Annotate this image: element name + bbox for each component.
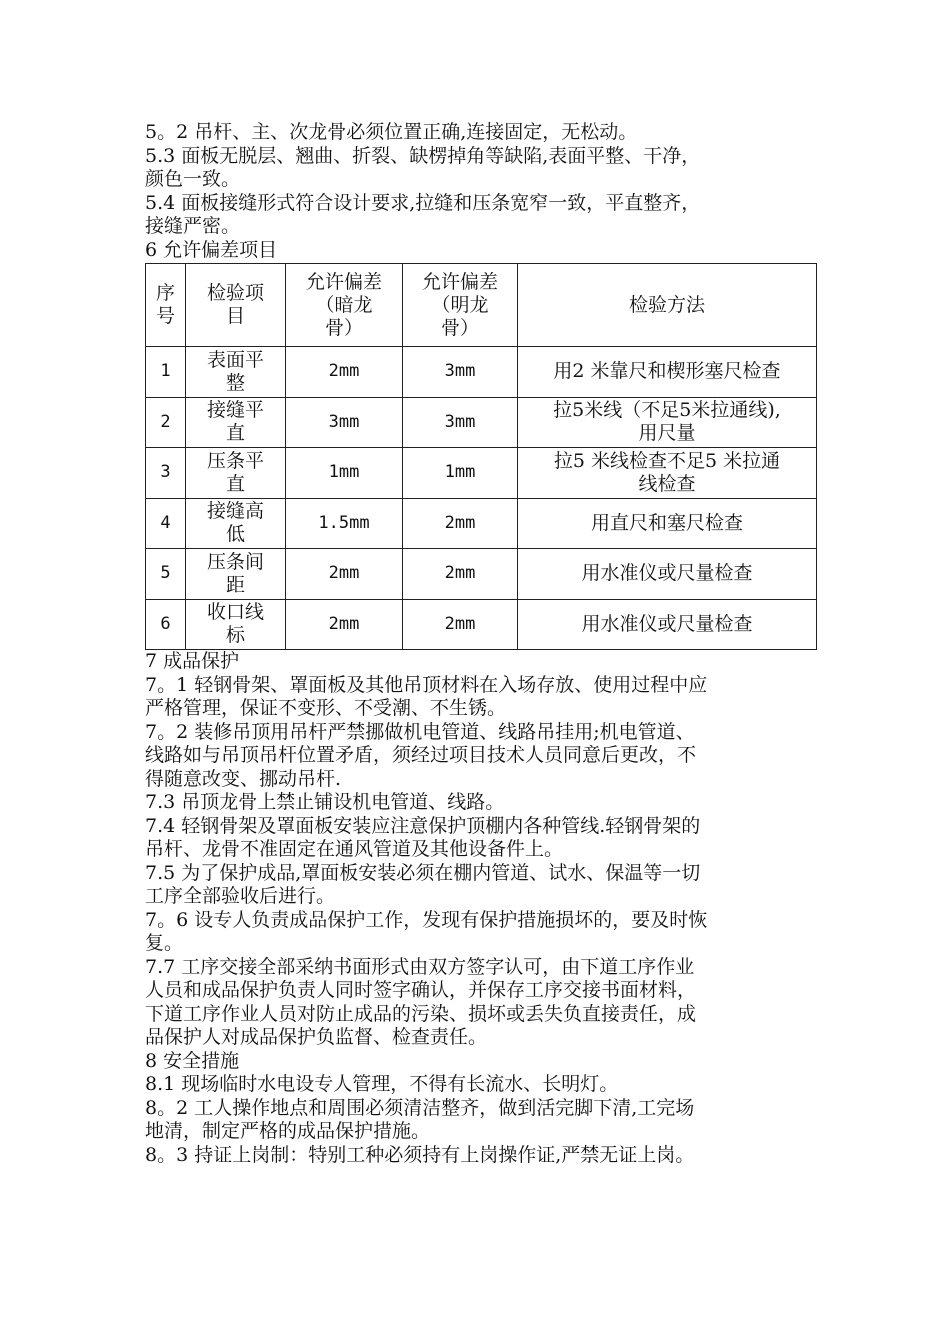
table-row	[146, 498, 817, 549]
cell-method: 拉5米线（不足5米拉通线), 用尺量	[518, 397, 817, 448]
paragraph-line: 7.7 工序交接全部采纳书面形式由双方签字认可，由下道工序作业	[145, 955, 695, 978]
cell-seq: 3	[146, 448, 186, 499]
cell-item: 压条间 距	[186, 549, 286, 600]
section-6-heading: 6 允许偏差项目	[145, 238, 278, 261]
paragraph-line: 人员和成品保护负责人同时签字确认，并保存工序交接书面材料，	[145, 979, 697, 1001]
table-row	[146, 397, 817, 448]
paragraph-line: 8。3 持证上岗制：特别工种必须持有上岗操作证,严禁无证上岗。	[145, 1143, 695, 1166]
paragraph-line: 7。2 装修吊顶用吊杆严禁挪做机电管道、线路吊挂用;机电管道、	[145, 720, 695, 743]
paragraph-5-4: 5.4 面板接缝形式符合设计要求,拉缝和压条宽窄一致，平直整齐，	[145, 191, 701, 214]
deviation-table	[145, 263, 817, 650]
paragraph-line: 线路如与吊顶吊杆位置矛盾，须经过项目技术人员同意后更改，不	[145, 744, 697, 766]
cell-open: 2mm	[403, 599, 518, 650]
header-method: 检验方法	[518, 264, 817, 347]
table-header-row	[146, 264, 817, 347]
paragraph-line: 严格管理，保证不变形、不受潮、不生锈。	[145, 697, 507, 719]
cell-dark: 1.5mm	[286, 498, 403, 549]
cell-item: 接缝高 低	[186, 498, 286, 549]
cell-open: 3mm	[403, 347, 518, 398]
paragraph-line: 8.1 现场临时水电设专人管理，不得有长流水、长明灯。	[145, 1073, 619, 1095]
table-row	[146, 347, 817, 398]
paragraph-line: 地清，制定严格的成品保护措施。	[145, 1120, 431, 1142]
paragraph-line: 复。	[145, 932, 184, 954]
table-row	[146, 448, 817, 499]
cell-open: 3mm	[403, 397, 518, 448]
cell-method: 用2 米靠尺和楔形塞尺检查	[518, 347, 817, 398]
table-row	[146, 599, 817, 650]
paragraph-line: 工序全部验收后进行。	[145, 885, 336, 907]
paragraph-line: 8。2 工人操作地点和周围必须清洁整齐，做到活完脚下清,工完场	[145, 1096, 695, 1119]
paragraph-line: 下道工序作业人员对防止成品的污染、损坏或丢失负直接责任，成	[145, 1002, 697, 1025]
cell-open: 2mm	[403, 549, 518, 600]
header-seq: 序 号	[146, 264, 186, 347]
paragraph-line: 7.3 吊顶龙骨上禁止铺设机电管道、线路。	[145, 791, 505, 813]
paragraph-line: 品保护人对成品保护负监督、检查责任。	[145, 1026, 488, 1048]
header-item: 检验项 目	[186, 264, 286, 347]
cell-item: 表面平 整	[186, 347, 286, 398]
cell-open: 1mm	[403, 448, 518, 499]
cell-method: 用水准仪或尺量检查	[518, 599, 817, 650]
cell-item: 接缝平 直	[186, 397, 286, 448]
paragraph-5-3: 5.3 面板无脱层、翘曲、折裂、缺楞掉角等缺陷,表面平整、干净，	[145, 144, 701, 167]
header-dark-keel: 允许偏差 （暗龙 骨）	[286, 264, 403, 347]
document-page	[145, 121, 820, 1167]
cell-method: 拉5 米线检查不足5 米拉通 线检查	[518, 448, 817, 499]
cell-item: 收口线 标	[186, 599, 286, 650]
section-8-heading: 8 安全措施	[145, 1049, 240, 1072]
cell-seq: 5	[146, 549, 186, 600]
paragraph-line: 7。6 设专人负责成品保护工作，发现有保护措施损坏的，要及时恢	[145, 908, 708, 931]
paragraph-line: 得随意改变、挪动吊杆.	[145, 767, 342, 790]
paragraph-5-2: 5。2 吊杆、主、次龙骨必须位置正确,连接固定，无松动。	[145, 121, 638, 143]
cell-item: 压条平 直	[186, 448, 286, 499]
cell-seq: 6	[146, 599, 186, 650]
cell-seq: 2	[146, 397, 186, 448]
paragraph-5-4-cont: 接缝严密。	[145, 215, 241, 237]
cell-method: 用水准仪或尺量检查	[518, 549, 817, 600]
table-row	[146, 549, 817, 600]
cell-method: 用直尺和塞尺检查	[518, 498, 817, 549]
header-open-keel: 允许偏差 （明龙 骨）	[403, 264, 518, 347]
cell-dark: 2mm	[286, 347, 403, 398]
paragraph-line: 7.5 为了保护成品,罩面板安装必须在棚内管道、试水、保温等一切	[145, 861, 701, 884]
cell-seq: 1	[146, 347, 186, 398]
section-7-heading: 7 成品保护	[145, 650, 240, 672]
cell-dark: 1mm	[286, 448, 403, 499]
paragraph-line: 7。1 轻钢骨架、罩面板及其他吊顶材料在入场存放、使用过程中应	[145, 673, 708, 696]
paragraph-line: 7.4 轻钢骨架及罩面板安装应注意保护顶棚内各种管线.轻钢骨架的	[145, 814, 701, 837]
cell-dark: 2mm	[286, 599, 403, 650]
cell-open: 2mm	[403, 498, 518, 549]
paragraph-line: 吊杆、龙骨不准固定在通风管道及其他设备件上。	[145, 838, 564, 860]
paragraph-5-3-cont: 颜色一致。	[145, 168, 241, 190]
cell-dark: 2mm	[286, 549, 403, 600]
cell-dark: 3mm	[286, 397, 403, 448]
cell-seq: 4	[146, 498, 186, 549]
